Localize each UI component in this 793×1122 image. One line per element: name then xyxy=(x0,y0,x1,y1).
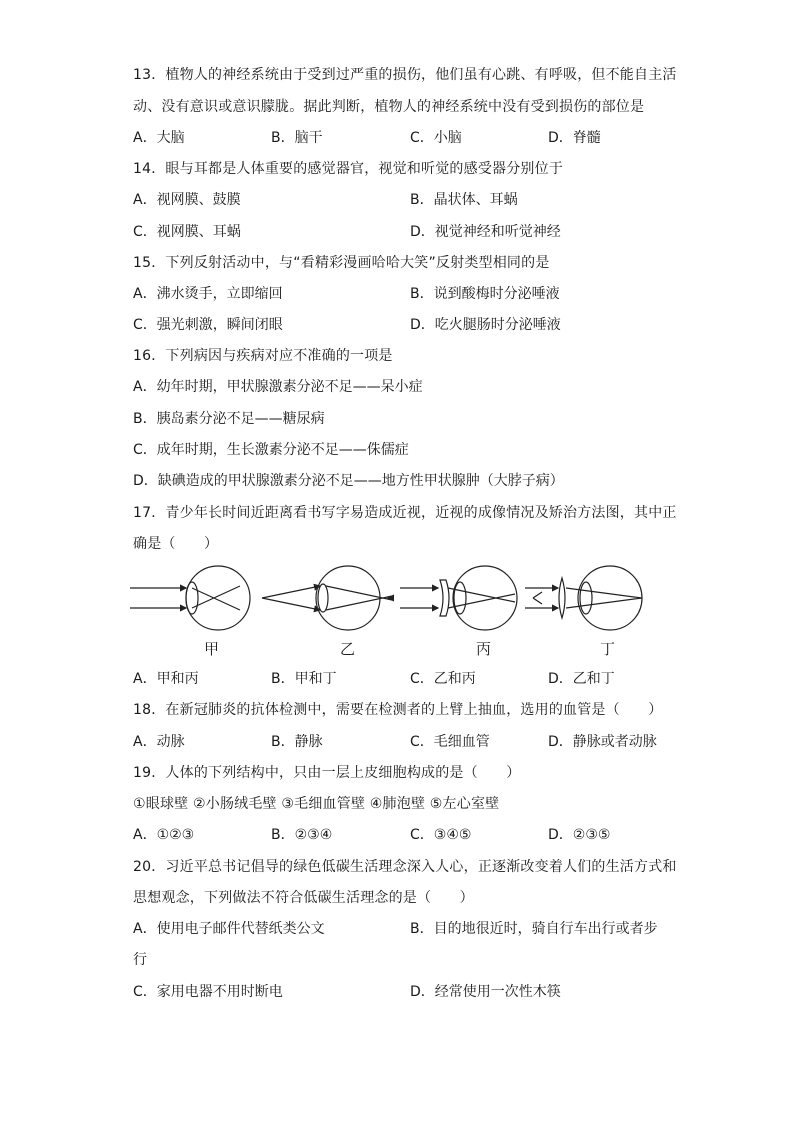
q19-items: ①眼球壁 ②小肠绒毛壁 ③毛细血管壁 ④肺泡壁 ⑤左心室壁 xyxy=(133,796,500,812)
q14-option-a: A．视网膜、鼓膜 xyxy=(133,192,241,208)
diagram-label-ding: 丁 xyxy=(600,640,616,658)
q13-stem-line2: 动、没有意识或意识朦胧。据此判断，植物人的神经系统中没有受到损伤的部位是 xyxy=(133,99,645,115)
q15-option-c: C．强光刺激，瞬间闭眼 xyxy=(133,317,283,333)
eye-diagram-yi xyxy=(262,566,392,630)
q18-option-a: A．动脉 xyxy=(133,734,185,750)
q17-option-a: A．甲和丙 xyxy=(133,671,199,687)
q18-option-b: B．静脉 xyxy=(271,734,323,750)
q19-option-a: A．①②③ xyxy=(133,827,195,843)
q13-stem-line1: 13．植物人的神经系统由于受到过严重的损伤，他们虽有心跳、有呼吸，但不能自主活 xyxy=(133,67,677,83)
q17-stem-line2: 确是（ ） xyxy=(133,536,219,552)
q13-option-c: C．小脑 xyxy=(410,130,462,146)
q19-stem: 19．人体的下列结构中，只由一层上皮细胞构成的是（ ） xyxy=(133,765,521,781)
q14-stem: 14．眼与耳都是人体重要的感觉器官，视觉和听觉的感受器分别位于 xyxy=(133,161,564,177)
q15-option-a: A．沸水烫手，立即缩回 xyxy=(133,286,283,302)
q14-option-b: B．晶状体、耳蜗 xyxy=(410,192,518,208)
eye-diagram-ding xyxy=(525,566,642,630)
q16-option-b: B．胰岛素分泌不足——糖尿病 xyxy=(133,411,325,427)
eye-diagram-bing xyxy=(400,566,517,630)
q20-option-b-line1: B．目的地很近时，骑自行车出行或者步 xyxy=(410,921,658,937)
q19-option-b: B．②③④ xyxy=(271,827,333,843)
q16-stem: 16．下列病因与疾病对应不准确的一项是 xyxy=(133,348,393,364)
q20-option-d: D．经常使用一次性木筷 xyxy=(410,984,561,1000)
q19-option-d: D．②③⑤ xyxy=(548,827,611,843)
diagram-label-yi: 乙 xyxy=(340,640,356,658)
q20-option-b-line2: 行 xyxy=(133,952,147,968)
q16-option-c: C．成年时期，生长激素分泌不足——侏儒症 xyxy=(133,442,409,458)
q17-option-c: C．乙和丙 xyxy=(410,671,476,687)
q13-option-b: B．脑干 xyxy=(271,130,323,146)
q14-option-c: C．视网膜、耳蜗 xyxy=(133,224,241,240)
q20-option-c: C．家用电器不用时断电 xyxy=(133,984,283,1000)
q13-option-d: D．脊髓 xyxy=(548,130,601,146)
q17-option-b: B．甲和丁 xyxy=(271,671,337,687)
q16-option-a: A．幼年时期，甲状腺激素分泌不足——呆小症 xyxy=(133,379,423,395)
q18-option-c: C．毛细血管 xyxy=(410,734,490,750)
q15-stem: 15．下列反射活动中，与“看精彩漫画哈哈大笑”反射类型相同的是 xyxy=(133,255,550,271)
q18-stem: 18．在新冠肺炎的抗体检测中，需要在检测者的上臂上抽血，选用的血管是（ ） xyxy=(133,702,663,718)
q16-option-d: D．缺碘造成的甲状腺激素分泌不足——地方性甲状腺肿（大脖子病） xyxy=(133,473,564,489)
q17-stem-line1: 17．青少年长时间近距离看书写字易造成近视，近视的成像情况及矫治方法图，其中正 xyxy=(133,505,677,521)
q18-option-d: D．静脉或者动脉 xyxy=(548,734,657,750)
q19-option-c: C．③④⑤ xyxy=(410,827,472,843)
q13-option-a: A．大脑 xyxy=(133,130,185,146)
q15-option-b: B．说到酸梅时分泌唾液 xyxy=(410,286,560,302)
diagram-label-jia: 甲 xyxy=(204,640,220,658)
diagram-label-bing: 丙 xyxy=(476,640,492,658)
q15-option-d: D．吃火腿肠时分泌唾液 xyxy=(410,317,561,333)
q17-option-d: D．乙和丁 xyxy=(548,671,615,687)
eye-diagram-jia xyxy=(130,566,250,630)
q20-stem-line1: 20．习近平总书记倡导的绿色低碳生活理念深入人心，正逐渐改变着人们的生活方式和 xyxy=(133,859,677,875)
q20-stem-line2: 思想观念，下列做法不符合低碳生活理念的是（ ） xyxy=(133,890,474,906)
q14-option-d: D．视觉神经和听觉神经 xyxy=(410,224,561,240)
q20-option-a: A．使用电子邮件代替纸类公文 xyxy=(133,921,325,937)
